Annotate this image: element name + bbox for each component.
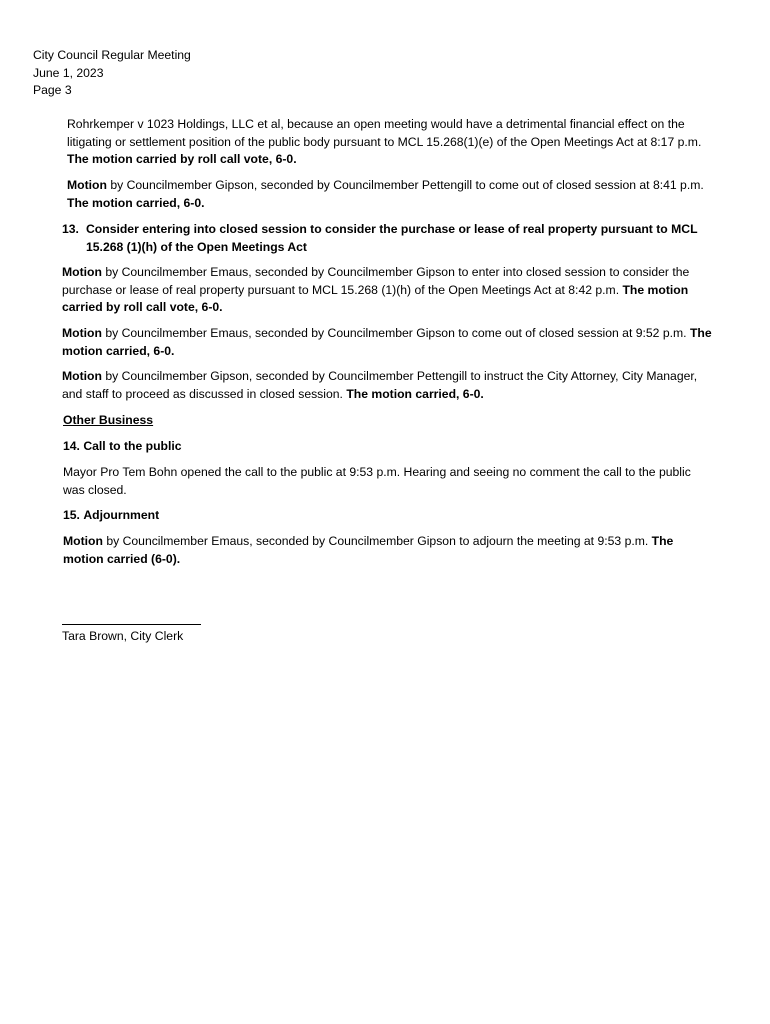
meeting-title: City Council Regular Meeting: [33, 48, 191, 62]
motion-result: The motion carried, 6-0.: [62, 326, 712, 358]
item-title: Adjournment: [83, 508, 160, 522]
motion-label: Motion: [62, 265, 102, 279]
item-number: 13.: [62, 222, 79, 236]
motion-result: The motion carried, 6-0.: [346, 386, 484, 401]
motion-result: The motion carried (6-0).: [63, 534, 674, 566]
paragraph-text: by Councilmember Gipson, seconded by Councilmember Pettengill to instruct the City Attorney, City Manager, and staff to proceed as discussed in closed session.: [62, 369, 698, 401]
paragraph-call-to-public: [63, 464, 703, 499]
item-number: 15.: [63, 508, 80, 522]
agenda-item-15: [63, 507, 159, 525]
meeting-date: June 1, 2023: [33, 65, 104, 80]
paragraph-motion-exit-closed-1: [67, 177, 717, 212]
motion-result: The motion carried by roll call vote, 6-0.: [67, 152, 297, 166]
motion-label: Motion: [63, 534, 103, 548]
paragraph-text: Rohrkemper v 1023 Holdings, LLC et al, because an open meeting would have a detrimental financial effect on the litigating or settlement position of the public body pursuant to MCL 15.268(1)(e) of the Open Meetings Act at 8:17 p.m.: [67, 117, 702, 149]
motion-label: Motion: [62, 326, 102, 340]
paragraph-text: by Councilmember Emaus, seconded by Councilmember Gipson to adjourn the meeting at 9:53 p.m.: [102, 534, 652, 548]
motion-result: The motion carried by roll call vote, 6-0.: [62, 282, 689, 314]
signature-line: [62, 612, 201, 625]
paragraph-motion-enter-closed: [62, 264, 717, 317]
motion-label: Motion: [62, 369, 102, 383]
section-heading-other-business: [63, 412, 153, 430]
section-heading: Other Business: [63, 413, 154, 427]
agenda-item-13: [62, 221, 702, 256]
page-header: [33, 47, 191, 100]
signature-name: Tara Brown, City Clerk: [62, 629, 184, 643]
paragraph-motion-instruct: [62, 368, 717, 403]
paragraph-rohrkemper: [67, 116, 717, 169]
paragraph-motion-adjourn: [63, 533, 713, 568]
item-title: Consider entering into closed session to consider the purchase or lease of real property pursuant to MCL 15.268 (1)(h) of the Open Meetings Act: [86, 222, 698, 254]
motion-result: The motion carried, 6-0.: [67, 195, 205, 210]
paragraph-text: by Councilmember Emaus, seconded by Councilmember Gipson to come out of closed session at 9:52 p.m.: [101, 326, 690, 340]
paragraph-text: by Councilmember Gipson, seconded by Councilmember Pettengill to come out of closed session at 8:41 p.m.: [106, 178, 704, 192]
item-number: 14.: [63, 439, 80, 453]
page-number: Page 3: [33, 83, 72, 97]
paragraph-text: Mayor Pro Tem Bohn opened the call to the public at 9:53 p.m. Hearing and seeing no comment the call to the public was closed.: [63, 465, 691, 497]
paragraph-text: by Councilmember Emaus, seconded by Councilmember Gipson to enter into closed session to consider the purchase or lease of real property pursuant to MCL 15.268 (1)(h) of the Open Meetings Act at 8:42 p.m.: [62, 265, 690, 297]
motion-label: Motion: [67, 178, 107, 192]
item-title: Call to the public: [83, 439, 182, 453]
paragraph-motion-exit-closed-2: [62, 325, 717, 360]
agenda-item-14: [63, 438, 182, 456]
